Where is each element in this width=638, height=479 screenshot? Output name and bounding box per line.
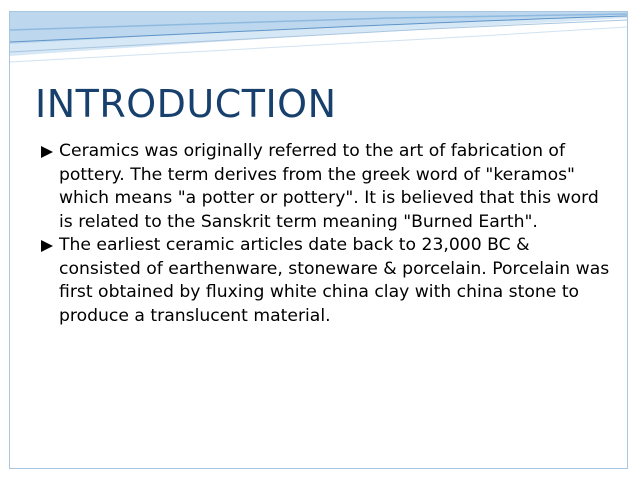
- bullet-item: [38, 140, 613, 234]
- header-wave-decoration: [10, 12, 627, 72]
- bullet-text: The earliest ceramic articles date back to 23,000 BC & consisted of earthenware, stoneware & porcelain. Porcelain was first obtained by fluxing white china clay with china stone to produce a translucent material.: [59, 235, 610, 326]
- bullet-triangle-icon: [40, 145, 54, 159]
- bullet-item: [38, 234, 613, 328]
- slide-title: INTRODUCTION: [35, 82, 337, 126]
- bullet-triangle-icon: [40, 239, 54, 253]
- bullet-list: [38, 140, 613, 328]
- bullet-text: Ceramics was originally referred to the art of fabrication of pottery. The term derives from the greek word of "keramos" which means "a potter or pottery". It is believed that this word is related to the Sanskrit term meaning "Burned Earth".: [59, 141, 599, 232]
- wave-graphic: [10, 12, 627, 72]
